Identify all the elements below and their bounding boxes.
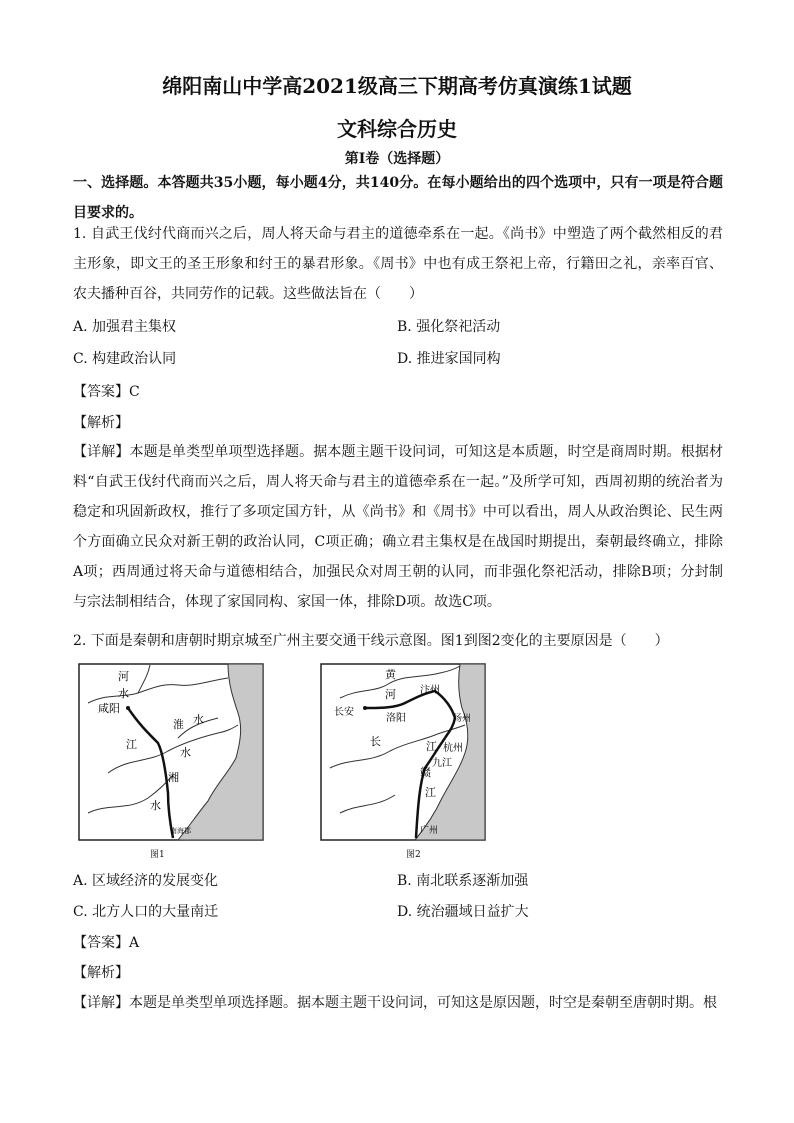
- map2-label-gan: 赣: [420, 766, 431, 779]
- doc-title: 绵阳南山中学高2021级高三下期高考仿真演练1试题: [162, 74, 632, 98]
- map1-caption: 图1: [150, 850, 165, 860]
- q1-answer: 【答案】C: [73, 384, 140, 400]
- map2-label-huang: 黄: [385, 668, 396, 681]
- map1-label-shui4: 水: [150, 799, 161, 812]
- map1-label-shui3: 水: [180, 746, 191, 759]
- map2-label-bianzhou: 汴州: [420, 685, 440, 696]
- map2-label-guangzhou: 广州: [420, 826, 439, 836]
- q2-option-d: D. 统治疆域日益扩大: [397, 904, 529, 920]
- q1-analysis-label: 【解析】: [73, 415, 129, 431]
- q2-option-a: A. 区域经济的发展变化: [73, 873, 219, 889]
- map1-label-xiang: 湘: [168, 771, 179, 784]
- q2-stem: 2. 下面是秦朝和唐朝时期京城至广州主要交通干线示意图。图1到图2变化的主要原因是（ ）: [73, 633, 669, 649]
- map1-label-he: 河: [118, 670, 129, 683]
- q1-option-c: C. 构建政治认同: [73, 351, 177, 367]
- map2-label-changan: 长安: [334, 707, 354, 718]
- map1-label-jiang: 江: [126, 738, 137, 751]
- map2-label-jiujiang: 九江: [432, 758, 452, 769]
- map-figure-2: [320, 663, 486, 841]
- map1-label-shui2: 水: [193, 713, 204, 726]
- doc-subtitle: 文科综合历史: [337, 117, 457, 141]
- instructions: 一、选择题。本答题共35小题，每小题4分，共140分。在每小题给出的四个选项中，只有一项是符合题目要求的。: [73, 175, 723, 221]
- map2-label-he: 河: [385, 688, 396, 701]
- map1-label-xianyang: 咸阳: [98, 702, 120, 715]
- map2-label-jiang1: 江: [426, 740, 437, 753]
- map2-caption: 图2: [406, 850, 421, 860]
- map1-label-nanhai: 南海郡: [170, 827, 191, 835]
- map2-label-yangzhou: 扬州: [453, 714, 472, 724]
- q2-answer: 【答案】A: [73, 935, 140, 951]
- map-figure-1: [78, 663, 264, 841]
- map2-label-jiang2: 江: [425, 786, 436, 799]
- map2-label-luoyang: 洛阳: [386, 713, 406, 724]
- q2-option-c: C. 北方人口的大量南迁: [73, 904, 219, 920]
- section-heading: 第Ⅰ卷（选择题）: [344, 151, 450, 167]
- q1-option-b: B. 强化祭祀活动: [397, 319, 501, 335]
- q1-option-d: D. 推进家国同构: [397, 351, 501, 367]
- map2-label-chang: 长: [370, 735, 381, 748]
- map1-label-huai: 淮: [173, 718, 184, 731]
- map1-label-shui1: 水: [118, 687, 129, 700]
- q2-option-b: B. 南北联系逐渐加强: [397, 873, 529, 889]
- q1-detail: 【详解】本题是单类型单项型选择题。据本题主题干设问词，可知这是本质题，时空是商周时期。根据材料“自武王伐纣代商而兴之后，周人将天命与君主的道德牵系在一起。”及所学可知，西周初期的统治者为稳定和巩固新政权，推行了多项定国方针，从《尚书》和《周书》中可以看出，周人从政治舆论、民生两个方面确立民众对新王朝的政治认同，C项正确；确立君主集权是在战国时期提出，秦朝最终确立，排除A项；西周通过将天命与道德相结合，加强民众对周王朝的认同，而非强化祭祀活动，排除B项；分封制与宗法制相结合，体现了家国同构、家国一体，排除D项。故选C项。: [73, 444, 723, 610]
- q1-stem: 1. 自武王伐纣代商而兴之后，周人将天命与君主的道德牵系在一起。《尚书》中塑造了两个截然相反的君主形象，即文王的圣王形象和纣王的暴君形象。《周书》中也有成王祭祀上帝，行籍田之礼，亲率百官、农夫播种百谷，共同劳作的记载。这些做法旨在（ ）: [73, 226, 723, 302]
- map2-label-hangzhou: 杭州: [443, 743, 463, 754]
- q2-detail: 【详解】本题是单类型单项选择题。据本题主题干设问词，可知这是原因题，时空是秦朝至唐朝时期。根: [73, 995, 717, 1011]
- q2-analysis-label: 【解析】: [73, 965, 129, 981]
- q1-option-a: A. 加强君主集权: [73, 319, 177, 335]
